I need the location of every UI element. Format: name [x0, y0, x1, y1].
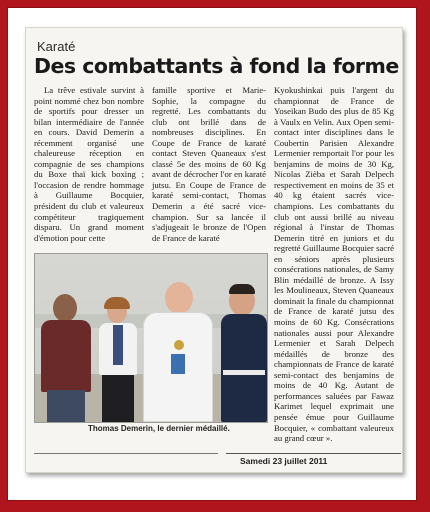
red-mat-frame	[7, 7, 417, 501]
person-woman	[95, 299, 141, 422]
newspaper-clipping	[25, 27, 403, 473]
trophy-icon	[171, 354, 185, 374]
article-column-3: Kyokushinkai puis l'argent du championnat de France de Yoseikan Budo des plus de 85 Kg à Vaulx en Velin. Aux Open semi-contact inter disciplines dans le Coubertin Parisien Alexandre Lermenier remportait l'or pour les benjamins de moins de 30 Kg, Nicolas Zièba et Sarah Delpech respectivement en moins de 35 et 40 kg étaient sacrés vice-champions. Les combattants du club ont aussi brillé au niveau régional à l'instar de Thomas Demerin titré en juniors et du regretté Guillaume Bocquier sacré en séniors après plusieurs consécrations nationales, de Samy Blin médaillé de bronze. A Issy les Moulineaux, Steven Quaneaux dominait la finale du championnat de France de karaté jutsu des moins de 60 Kg. Consécrations nationales aussi pour Alexandre Lermenier et Sarah Delpech médaillés de bronze des championnats de France de karaté semi-contact des benjamins de moins de 40 Kg. Autant de performances saluées par Fawaz Karimet lequel exprimait une pensée émue pour Guillaume Bocquier, « combattant valeureux au grand cœur ».	[274, 85, 394, 444]
bottom-rule	[34, 453, 218, 454]
group-photo	[34, 253, 268, 423]
article-column-2: famille sportive et Marie-Sophie, la compagne du regretté. Les combattants du club ont brillé dans de nombreuses disciplines. En Coupe de France de karaté contact Steven Quaneaux s'est classé 5e des moins de 60 Kg avant de décrocher l'or en karaté jutsu. En Coupe de France de karaté semi-contact, Thomas Demerin a été sacré vice-champion. Sur sa lancée il s'adjugeait le bronze de l'Open de France de karaté	[152, 85, 266, 243]
medal-icon	[174, 340, 184, 350]
date-rule	[226, 453, 401, 454]
article-column-1: La trêve estivale survint à point nommé chez bon nombre de sportifs pour dresser un bilan intermédiaire de l'année en cours. David Demerin a récemment organisé une chaleureuse réception en compagnie de ses champions du Boxe thaï kick boxing ; l'occasion de rendre hommage à Guillaume Bocquier, président du club et valeureux compétiteur tragiquement disparu. Un grand moment d'émotion pour cette	[34, 85, 144, 243]
section-label: Karaté	[37, 39, 76, 54]
publication-date: Samedi 23 juillet 2011	[240, 456, 328, 466]
headline: Des combattants à fond la forme	[34, 54, 399, 78]
person-left-man	[37, 294, 95, 422]
person-medalist	[139, 282, 217, 422]
photo-caption: Thomas Demerin, le dernier médaillé.	[88, 424, 230, 433]
person-right-man	[219, 286, 267, 422]
